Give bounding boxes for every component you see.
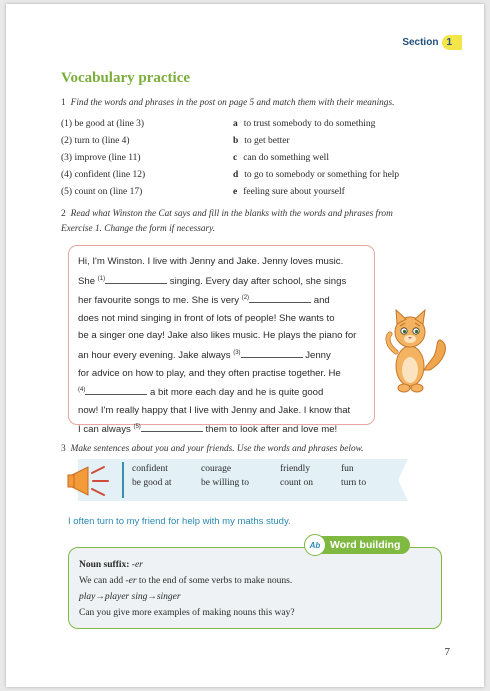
blank-3[interactable] (241, 348, 303, 358)
megaphone-icon (66, 463, 116, 499)
blank-2[interactable] (249, 293, 311, 303)
word: be willing to (201, 478, 250, 488)
matching-list (61, 115, 461, 200)
blank-5[interactable] (141, 422, 203, 432)
textbook-page (6, 4, 484, 687)
word-building-box: Noun suffix: -er We can add -er to the end of some verbs to make nouns. play→player sing→singer Can you give more examples of making nouns this way? (68, 547, 442, 629)
section-tab (402, 32, 462, 52)
word: friendly (280, 464, 311, 474)
page-title: Vocabulary practice (61, 70, 191, 86)
blank-1[interactable] (105, 274, 167, 284)
word-building-header: Ab Word building (306, 536, 410, 554)
word: count on (280, 478, 313, 488)
list-item: (2) turn to (line 4) b to get better (61, 135, 290, 146)
word: confident (132, 464, 168, 474)
section-label: Section (402, 36, 439, 48)
list-item: (1) be good at (line 3) a to trust somebody to do something (61, 118, 376, 129)
exercise-2-instruction: 2 Read what Winston the Cat says and fill in the blanks with the words and phrases from Exercise 1. Change the form if necessary. (61, 209, 393, 234)
word: courage (201, 464, 232, 474)
section-number: 1 (442, 35, 462, 50)
ab-icon: Ab (304, 534, 326, 556)
word: fun (341, 464, 354, 474)
exercise-3-instruction: 3 Make sentences about you and your friends. Use the words and phrases below. (61, 444, 364, 454)
exercise-1-instruction: 1 Find the words and phrases in the post on page 5 and match them with their meanings. (61, 98, 395, 108)
page-number: 7 (444, 646, 450, 658)
word: be good at (132, 478, 172, 488)
word: turn to (341, 478, 367, 488)
speech-bubble: Hi, I'm Winston. I live with Jenny and Jake. Jenny loves music. She $^{(1)}$ singing. Every day after school, she sings her favourite songs to me. She is very $^{(2)}$ and does not mind singing in front of lots of people! She wants to be a singer one day! Jake also likes music. He plays the piano for an hour every evening. Jake always $^{(3)}$ Jenny for advice on how to play, and they often practise together. He $^{(4)}$ a bit more each day and he is quite good now! I'm really happy that I live with Jenny and Jake. I know that I can always $^{(5)}$ them to look after and love me! (68, 245, 375, 425)
list-item: (4) confident (line 12) d to go to somebody or something for help (61, 169, 400, 180)
list-item: (5) count on (line 17) e feeling sure about yourself (61, 186, 345, 197)
example-sentence: I often turn to my friend for help with my maths study. (68, 516, 291, 527)
blank-4[interactable] (85, 385, 147, 395)
cat-illustration (380, 300, 448, 398)
list-item: (3) improve (line 11) c can do something well (61, 152, 329, 163)
